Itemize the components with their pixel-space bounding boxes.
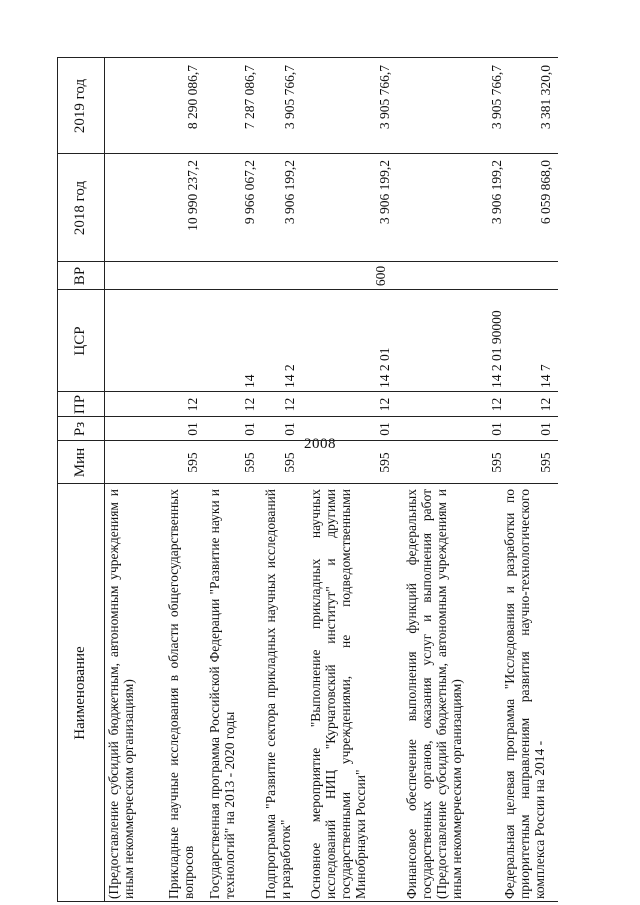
row-name: Основное мероприятие "Выполнение прикладных научных исследований НИЦ "Курчатовский институт" и другими государственными учреждениями, не подведомственными Минобрнауки России": [308, 489, 369, 899]
row-rz: 01: [282, 422, 297, 436]
row-pr: 12: [242, 397, 257, 412]
row-name: Подпрограмма "Развитие сектора прикладных научных исследований и разработок": [263, 489, 294, 899]
grid-line: [57, 440, 558, 441]
row-name: Прикладные научные исследования в области общегосударственных вопросов: [166, 489, 197, 899]
row-2019: 3 905 766,7: [489, 65, 504, 130]
budget-table-frame: [57, 57, 558, 902]
grid-line: [57, 261, 558, 262]
row-2019: 7 287 086,7: [242, 65, 257, 130]
grid-line: [57, 416, 558, 417]
row-pr: 12: [282, 397, 297, 412]
row-min: 595: [377, 452, 392, 473]
row-2018: 3 906 199,2: [282, 160, 297, 225]
row-2019: 8 290 086,7: [185, 65, 200, 130]
row-min: 595: [185, 452, 200, 473]
row-rz: 01: [185, 422, 200, 436]
row-2019: 3 905 766,7: [377, 65, 392, 130]
row-2018: 10 990 237,2: [185, 160, 200, 231]
row-pr: 12: [538, 397, 553, 412]
row-csr: 14 2: [282, 364, 297, 388]
row-2018: 3 906 199,2: [377, 160, 392, 225]
grid-line: [57, 153, 558, 154]
row-csr: 14 7: [538, 364, 553, 388]
row-pr: 12: [185, 397, 200, 412]
row-vr: 600: [373, 265, 388, 287]
row-rz: 01: [538, 422, 553, 436]
row-name: Финансовое обеспечение выполнения функций федеральных государственных органов, оказания услуг и выполнения работ (Предоставление субсидий бюджетным, автономным учреждениям и иным некоммерческим организациям): [404, 489, 465, 899]
budget-table: [57, 57, 558, 902]
row-2018: 6 059 868,0: [538, 160, 553, 225]
grid-line: [57, 901, 558, 902]
row-2018: 9 966 067,2: [242, 160, 257, 225]
header-vr: ВР: [72, 266, 89, 286]
row-min: 595: [282, 452, 297, 473]
row-min: 595: [242, 452, 257, 473]
row-2019: 3 381 320,0: [538, 65, 553, 130]
header-divider: [104, 57, 105, 902]
row-pr: 12: [377, 397, 392, 412]
row-2018: 3 906 199,2: [489, 160, 504, 225]
grid-line: [57, 391, 558, 392]
row-name: Государственная программа Российской Федерации "Развитие науки и технологий" на 2013 - 2020 годы: [207, 489, 238, 899]
header-2018: 2018 год: [72, 180, 89, 236]
row-pr: 12: [489, 397, 504, 412]
header-pr: ПР: [72, 394, 89, 415]
row-rz: 01: [242, 422, 257, 436]
grid-line: [57, 483, 558, 484]
row-csr: 14 2 01 90000: [489, 310, 504, 388]
row-min: 595: [489, 452, 504, 473]
row-name: Федеральная целевая программа "Исследования и разработки по приоритетным направлениям развития научно-технологического комплекса России на 2014 -: [502, 489, 548, 899]
header-min: Мин: [72, 447, 89, 478]
header-rz: Рз: [72, 421, 89, 437]
row-rz: 01: [489, 422, 504, 436]
header-csr: ЦСР: [72, 326, 89, 356]
header-name: Наименование: [72, 646, 89, 740]
row-csr: 14: [242, 374, 257, 388]
row-csr: 14 2 01: [377, 347, 392, 388]
row-2019: 3 905 766,7: [282, 65, 297, 130]
grid-line: [57, 57, 558, 58]
header-2019: 2019 год: [72, 78, 89, 134]
row-name: (Предоставление субсидий бюджетным, автономным учреждениям и иным некоммерческим организациям): [106, 489, 137, 899]
row-rz: 01: [377, 422, 392, 436]
grid-line: [57, 289, 558, 290]
page-number: 2008: [304, 436, 336, 452]
row-min: 595: [538, 452, 553, 473]
